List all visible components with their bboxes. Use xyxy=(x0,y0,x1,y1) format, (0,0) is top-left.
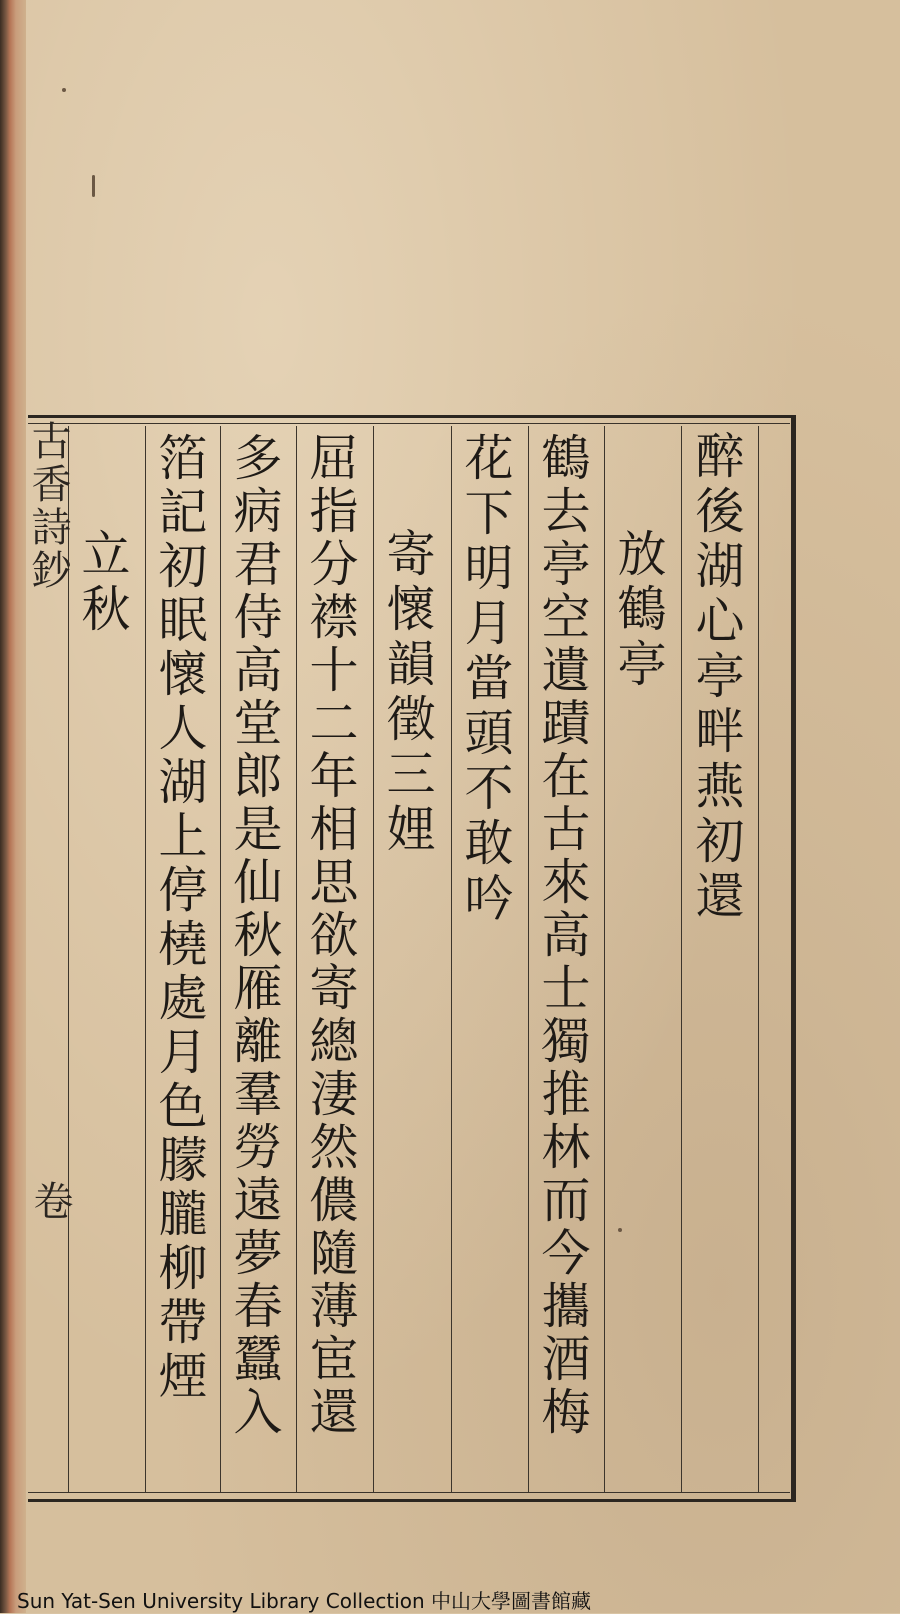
poem-text-column: 多病君侍高堂郎是仙秋雁離羣勞遠夢春蠶入 xyxy=(226,432,283,1439)
poem-title-column: 醉後湖心亭畔燕初還 xyxy=(688,430,745,925)
poem-text-column: 屈指分襟十二年相思欲寄總淒然儂隨薄宦還 xyxy=(302,432,359,1439)
column-rule xyxy=(758,426,759,1492)
poem-title-column: 立秋 xyxy=(74,528,131,638)
ink-speck xyxy=(92,175,95,197)
column-rule xyxy=(604,426,605,1492)
column-rule xyxy=(528,426,529,1492)
poem-title-column: 寄懷韻徵三娌 xyxy=(379,528,436,858)
ink-speck xyxy=(62,88,66,92)
library-watermark: Sun Yat-Sen University Library Collection 中山大學圖書館藏 xyxy=(17,1589,592,1613)
frame-inner-top-rule xyxy=(28,423,790,424)
poem-text-column: 花下明月當頭不敢吟 xyxy=(457,432,514,927)
column-rule xyxy=(373,426,374,1492)
frame-inner-bottom-rule xyxy=(28,1492,790,1493)
book-spine-edge xyxy=(0,0,26,1613)
column-rule xyxy=(681,426,682,1492)
column-rule xyxy=(451,426,452,1492)
poem-text-column: 箔記初眠懷人湖上停橈處月色朦朧柳帶煙 xyxy=(151,432,208,1404)
poem-title-column: 放鶴亭 xyxy=(610,528,667,693)
folio-mark: 卷 xyxy=(27,1180,73,1220)
column-rule xyxy=(220,426,221,1492)
poem-text-column: 鶴去亭空遺蹟在古來高士獨推林而今攜酒梅 xyxy=(534,432,591,1439)
column-rule xyxy=(145,426,146,1492)
margin-book-title: 古香詩鈔 xyxy=(25,420,71,592)
column-rule xyxy=(296,426,297,1492)
